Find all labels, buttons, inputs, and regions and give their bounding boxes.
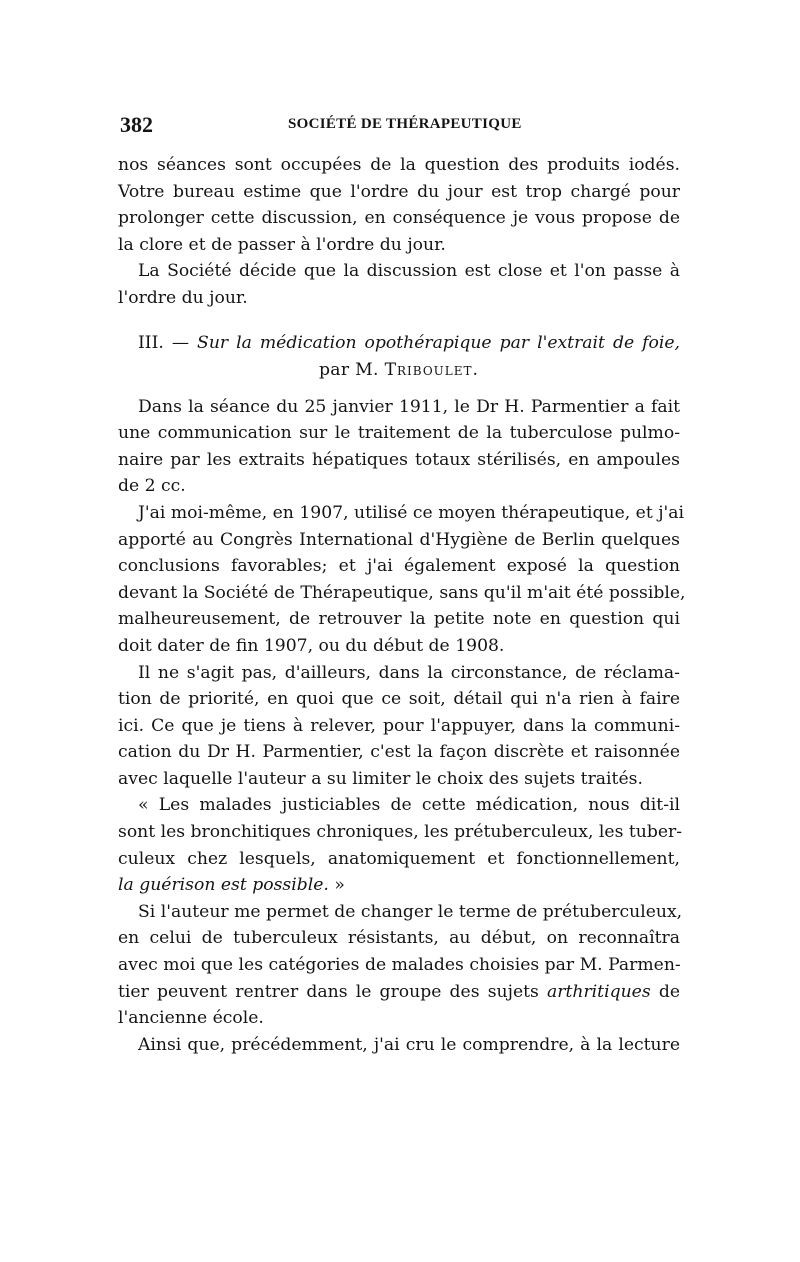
- text-line: J'ai moi-même, en 1907, utilisé ce moyen thérapeutique, et j'ai: [138, 502, 685, 523]
- text-line: la clore et de passer à l'ordre du jour.: [118, 234, 446, 255]
- text-line: devant la Société de Thérapeutique, sans qu'il m'ait été possible,: [118, 582, 686, 603]
- text-line: apporté au Congrès International d'Hygiène de Berlin quelques: [118, 529, 680, 550]
- text-line: cation du Dr H. Parmentier, c'est la façon discrète et raisonnée: [118, 742, 680, 763]
- text-line: naire par les extraits hépatiques totaux stérilisés, en ampoules: [118, 449, 680, 470]
- quote-italic: la guérison est possible.: [118, 875, 329, 896]
- text-line: Ainsi que, précédemment, j'ai cru le comprendre, à la lecture: [138, 1034, 680, 1055]
- text-line: tion de priorité, en quoi que ce soit, détail qui n'a rien à faire: [118, 689, 680, 710]
- section-author: [118, 356, 680, 384]
- text-line: sont les bronchitiques chroniques, les prétuberculeux, les tuber-: [118, 822, 683, 843]
- text-line: Dans la séance du 25 janvier 1911, le Dr H. Parmentier a fait: [138, 396, 680, 417]
- text-line: ici. Ce que je tiens à relever, pour l'appuyer, dans la communi-: [118, 715, 680, 736]
- text-line: Il ne s'agit pas, d'ailleurs, dans la circonstance, de réclama-: [138, 662, 680, 683]
- section-title: [118, 330, 680, 356]
- author-prefix: par M.: [319, 359, 385, 380]
- text-line: avec moi que les catégories de malades choisies par M. Parmen-: [118, 955, 681, 976]
- section-title-text: Sur la médication opothérapique par l'extrait de foie,: [197, 332, 680, 353]
- page-header: [120, 112, 680, 142]
- text-line: l'ancienne école.: [118, 1008, 264, 1029]
- text-line: malheureusement, de retrouver la petite note en question qui: [118, 609, 680, 630]
- text-line: conclusions favorables; et j'ai également exposé la question: [118, 556, 680, 577]
- line-part: de: [650, 981, 681, 1002]
- text-line: nos séances sont occupées de la question des produits iodés.: [118, 155, 680, 175]
- text-line: Votre bureau estime que l'ordre du jour est trop chargé pour: [118, 181, 680, 202]
- text-line: La Société décide que la discussion est close et l'on passe à: [138, 261, 680, 282]
- text-line: l'ordre du jour.: [118, 287, 248, 308]
- author-name: Triboulet.: [384, 359, 479, 380]
- text-line: de 2 cc.: [118, 476, 186, 497]
- text-line: prolonger cette discussion, en conséquence je vous propose de: [118, 208, 680, 229]
- page-number: 382: [120, 112, 153, 137]
- line-part-italic: arthritiques: [547, 981, 651, 1002]
- quote-close: »: [328, 875, 345, 896]
- section-title-prefix: III. —: [138, 332, 198, 353]
- text-line: en celui de tuberculeux résistants, au début, on reconnaîtra: [118, 928, 680, 949]
- line-part: tier peuvent rentrer dans le groupe des sujets: [118, 981, 548, 1002]
- text-line: « Les malades justiciables de cette médication, nous dit-il: [138, 795, 680, 816]
- text-line: [118, 872, 680, 899]
- text-line: avec laquelle l'auteur a su limiter le choix des sujets traités.: [118, 768, 643, 789]
- text-line: [118, 979, 680, 1006]
- text-line: une communication sur le traitement de la tuberculose pulmo-: [118, 423, 680, 444]
- text-line: culeux chez lesquels, anatomiquement et fonctionnellement,: [118, 848, 680, 869]
- text-line: Si l'auteur me permet de changer le terme de prétuberculeux,: [138, 901, 683, 922]
- running-head: SOCIÉTÉ DE THÉRAPEUTIQUE: [288, 116, 522, 132]
- body-text: [118, 152, 686, 1058]
- text-line: doit dater de fin 1907, ou du début de 1908.: [118, 635, 505, 656]
